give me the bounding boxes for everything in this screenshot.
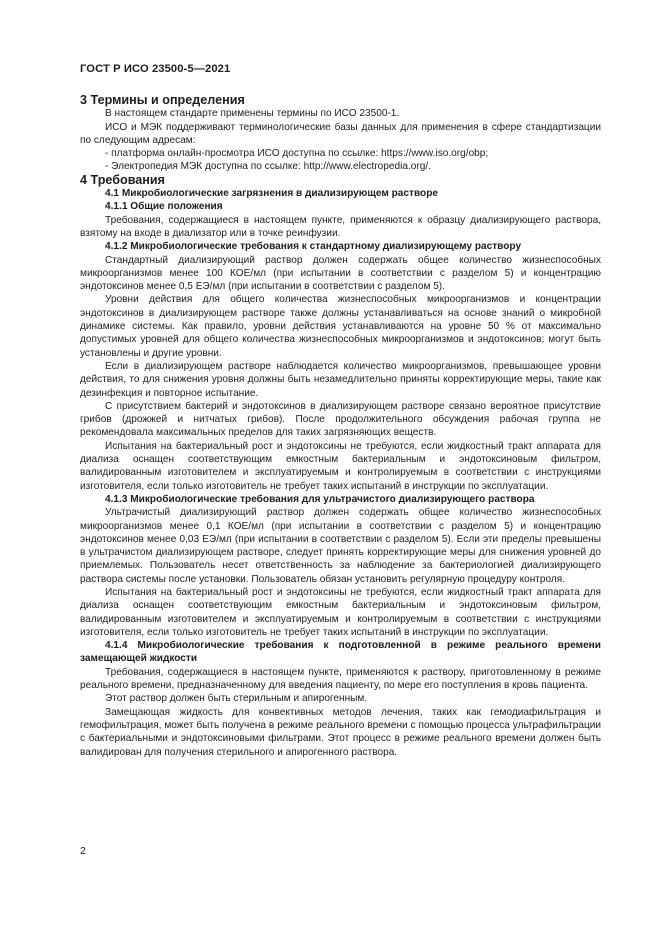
paragraph: Этот раствор должен быть стерильным и апирогенным. — [105, 693, 368, 705]
clause-4-1-2-title: 4.1.2 Микробиологические требования к стандартному диализирующему раствору — [105, 241, 522, 253]
paragraph: Стандартный диализирующий раствор должен содержать общее количество жизнеспособных микроорганизмов менее 100 КОЕ/мл (при испытании в соответствии с разделом 5) и концентрацию эндотоксинов менее 0,5 ЕЭ/мл (при испытании в соответствии с разделом 5). — [80, 254, 601, 293]
paragraph: Испытания на бактериальный рост и эндотоксины не требуются, если жидкостный тракт аппарата для диализа оснащен соответствующим емкостным бактериальным и эндотоксиновым фильтром, валидированным изготовителем и эксплуатируемым и контролируемым в соответствии с инструкциями изготовителя, если только изготовитель не требует таких испытаний в инструкции по эксплуатации. — [80, 440, 601, 492]
page-number: 2 — [80, 845, 86, 857]
paragraph: Требования, содержащиеся в настоящем пункте, применяются к раствору, приготовленному в режиме реального времени, предназначенному для введения пациенту, по мере его поступления в кровь пациента. — [80, 666, 601, 692]
paragraph: Уровни действия для общего количества жизнеспособных микроорганизмов и концентрации эндотоксинов в диализирующем растворе также должны устанавливаться на основе знаний о микробной динамике системы. Как правило, уровни действия устанавливаются на уровне 50 % от максимально допустимых уровней для общего количества жизнеспособных микроорганизмов и эндотоксинов; могут быть установлены и другие уровни. — [80, 294, 601, 359]
section-4-title: 4 Требования — [80, 172, 165, 187]
subsection-4-1-title: 4.1 Микробиологические загрязнения в диализирующем растворе — [105, 188, 438, 200]
list-item: - платформа онлайн-просмотра ИСО доступна по ссылке: https://www.iso.org/obp; — [105, 148, 489, 160]
paragraph: С присутствием бактерий и эндотоксинов в диализирующем растворе связано вероятное присутствие грибов (дрожжей и нитчатых грибов). После продолжительного обсуждения рабочая группа не рекомендовала максимальных пределов для таких загрязняющих веществ. — [80, 400, 601, 439]
document-body — [80, 94, 601, 759]
list-item: - Электропедия МЭК доступна по ссылке: http://www.electropedia.org/. — [105, 161, 431, 173]
paragraph: В настоящем стандарте применены термины по ИСО 23500-1. — [105, 108, 400, 120]
clause-4-1-4-title: 4.1.4 Микробиологические требования к подготовленной в режиме реального времени замещающей жидкости — [80, 640, 601, 665]
paragraph: Замещающая жидкость для конвективных методов лечения, таких как гемодиафильтрация и гемофильтрация, может быть получена в режиме реального времени с помощью процесса ультрафильтрации с бактериальными и эндотоксиновыми фильтрами. Этот процесс в режиме реального времени должен быть валидирован для получения стерильного и апирогенного раствора. — [80, 706, 601, 758]
clause-4-1-1-title: 4.1.1 Общие положения — [105, 201, 223, 213]
paragraph: Если в диализирующем растворе наблюдается количество микроорганизмов, превышающее уровни действия, то для снижения уровня должны быть незамедлительно приняты корректирующие меры, такие как дезинфекция и повторное испытание. — [80, 360, 601, 399]
section-3-title: 3 Термины и определения — [80, 93, 245, 107]
clause-4-1-3-title: 4.1.3 Микробиологические требования для ультрачистого диализирующего раствора — [105, 493, 535, 505]
paragraph: ИСО и МЭК поддерживают терминологические базы данных для применения в сфере стандартизации по следующим адресам: — [80, 121, 601, 146]
paragraph: Ультрачистый диализирующий раствор должен содержать общее количество жизнеспособных микроорганизмов менее 0,1 КОЕ/мл (при испытании в соответствии с разделом 5) и концентрацию эндотоксинов менее 0,03 ЕЭ/мл (при испытании в соответствии с разделом 5). Если эти пределы превышены в ультрачистом диализирующем растворе, следует принять корректирующие меры для снижения уровней до приемлемых. Пользователь несет ответственность за наблюдение за бактериологией диализирующего раствора системы после установки. Пользователь обязан установить регулярную процедуру контроля. — [80, 507, 601, 585]
paragraph: Требования, содержащиеся в настоящем пункте, применяются к образцу диализирующего раствора, взятому на входе в диализатор или в точке реинфузии. — [80, 214, 601, 239]
document-header: ГОСТ Р ИСО 23500-5—2021 — [80, 63, 231, 75]
paragraph: Испытания на бактериальный рост и эндотоксины не требуются, если жидкостный тракт аппарата для диализа оснащен соответствующим емкостным бактериальным и эндотоксиновым фильтром, валидированным изготовителем и эксплуатируемым и контролируемым в соответствии с инструкциями изготовителя, если только изготовитель не требует таких испытаний в инструкции по эксплуатации. — [80, 586, 601, 638]
